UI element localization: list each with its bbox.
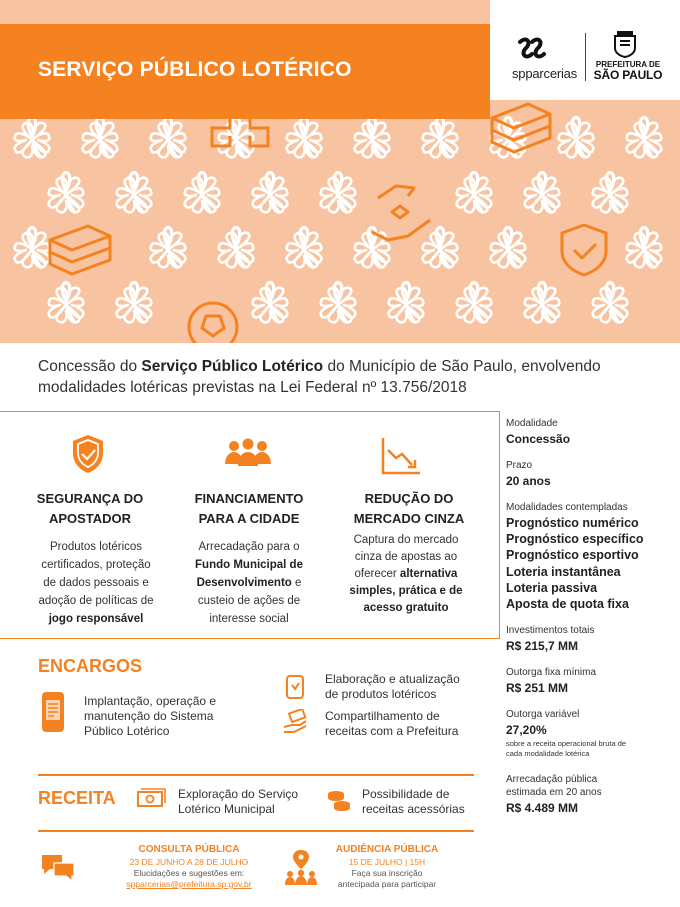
intro-paragraph [38,356,668,398]
chart-down-icon [380,436,422,476]
text-bold: simples, prática e de [349,585,463,597]
book-stack-icon [50,226,110,274]
section-divider-bottom [38,830,474,832]
text-line: Público Lotérico [84,724,170,738]
modalidade-item: Prognóstico numérico [506,516,639,530]
outorga-fixa-value: R$ 251 MM [506,681,569,695]
text-line: custeio de ações de [197,595,301,607]
text-line: antecipada para participar [337,879,437,889]
outorga-variavel-value: 27,20% [506,723,547,737]
receita-acessorias [362,787,465,817]
audiencia-date: 15 DE JULHO | 15H [348,857,426,867]
intro-highlight: Serviço Público Lotérico [141,358,324,375]
text-line: manutenção do Sistema [84,709,214,723]
hand-money-icon [282,709,310,735]
soccer-ball-icon [189,303,237,343]
arrecadacao-value: R$ 4.489 MM [506,801,579,815]
investimentos-label: Investimentos totais [506,625,595,636]
prazo-label: Prazo [506,460,533,471]
text-bold: acesso gratuito [363,602,449,614]
pillar-reducao-text [326,532,486,617]
title-line: SEGURANÇA DO [36,491,144,506]
text-bold: jogo responsável [48,613,144,625]
investimentos-value: R$ 215,7 MM [506,639,579,653]
text-line: cada modalidade lotérica [506,749,590,758]
encargo-elaboracao [325,672,460,702]
encargo-compartilhamento [325,709,458,739]
text-line: Captura do mercado [353,534,459,546]
receita-heading: RECEITA [38,788,116,808]
modalidade-item: Aposta de quota fixa [506,597,629,612]
pillar-seguranca-text [16,538,176,628]
title-line: REDUÇÃO DO [364,491,454,506]
encargos-heading: ENCARGOS [38,656,143,676]
modalidade-label: Modalidade [506,418,558,429]
consulta-text: Elucidações e sugestões em: [133,868,245,878]
intro-part1: Concessão do [38,358,142,375]
consulta-email-link[interactable]: spparcerias@prefeitura.sp.gov.br [126,879,252,889]
consulta-title: CONSULTA PÚBLICA [138,844,240,855]
text-bold: Fundo Municipal de [195,559,303,571]
encargo-implantacao [84,694,216,739]
text-line: receitas acessórias [362,802,465,816]
title-line: APOSTADOR [48,511,132,526]
arrecadacao-label [506,773,602,799]
cash-icon [136,788,166,810]
text-line: de produtos lotéricos [325,687,437,701]
text-line: oferecer [354,568,400,580]
modalidade-item: Prognóstico esportivo [506,548,639,563]
audiencia-text [312,868,462,890]
text-line: Faça sua inscrição [351,868,423,878]
audiencia-title: AUDIÊNCIA PÚBLICA [335,844,439,855]
modalidade-item: Loteria passiva [506,580,598,595]
text-line: Elaboração e atualização [325,672,460,686]
title-line: FINANCIAMENTO [194,491,304,506]
page-title: SERVIÇO PÚBLICO LOTÉRICO [38,58,352,81]
clover-tiles [15,118,662,323]
shield-check-icon-hero [562,225,606,275]
text-line: Arrecadação pública [506,774,598,785]
modalidade-item: Loteria instantânea [506,564,621,579]
receita-exploracao [178,787,298,817]
prefeitura-line2: SÃO PAULO [593,68,663,82]
pillar-financiamento-text [169,538,329,628]
consulta-date: 23 DE JUNHO A 28 DE JULHO [129,857,249,867]
modalidade-value: Concessão [506,432,571,446]
prefeitura-emblem-icon [612,30,638,58]
text-line: receitas com a Prefeitura [325,724,459,738]
coins-stack-icon [326,788,352,812]
outorga-fixa-label: Outorga fixa mínima [506,667,597,678]
people-group-icon [224,438,272,470]
text-line: Arrecadação para o [198,541,300,553]
modalidades-list [506,515,644,612]
modalidade-item: Prognóstico específico [506,532,644,547]
text-line: Lotérico Municipal [178,802,275,816]
intro-part2: do Município de São Paulo, envolvendo modalidades lotéricas previstas na Lei Federal nº 13.756/2018 [38,358,601,396]
text-line: Compartilhamento de [325,709,440,723]
mobile-update-icon [284,674,306,700]
text-line: interesse social [209,613,289,625]
text-line: Implantação, operação e [84,694,217,708]
prazo-value: 20 anos [506,474,551,488]
text-line: de dados pessoais e [43,577,149,589]
title-line: PARA A CIDADE [198,511,300,526]
chat-bubbles-icon [40,853,76,881]
text-line: estimada em 20 anos [506,787,602,798]
text-line: Exploração do Serviço [178,787,299,801]
pillar-seguranca-title [10,489,170,529]
text-line: Possibilidade de [362,787,450,801]
text-bold: Desenvolvimento [196,577,292,589]
logo-divider [585,33,586,81]
shield-check-icon [70,433,106,475]
title-line: MERCADO CINZA [353,511,465,526]
modalidades-label: Modalidades contempladas [506,502,628,513]
section-divider-top [38,774,474,776]
text-line: sobre a receita operacional bruta de [506,739,627,748]
spparcerias-logo-text: spparcerias [512,66,577,81]
text-line: cinza de apostas ao [354,551,458,563]
outorga-variavel-note [506,739,626,759]
text-line: e [291,577,302,589]
pillar-financiamento-title [169,489,329,529]
pillar-reducao-title [329,489,489,529]
text-bold: alternativa [399,568,458,580]
prefeitura-line1: PREFEITURA DE [595,60,661,69]
text-line: certificados, proteção [41,559,151,571]
text-line: adoção de políticas de [38,595,154,607]
outorga-variavel-label: Outorga variável [506,709,580,720]
text-line: Produtos lotéricos [49,541,143,553]
mobile-lottery-icon [38,690,68,734]
